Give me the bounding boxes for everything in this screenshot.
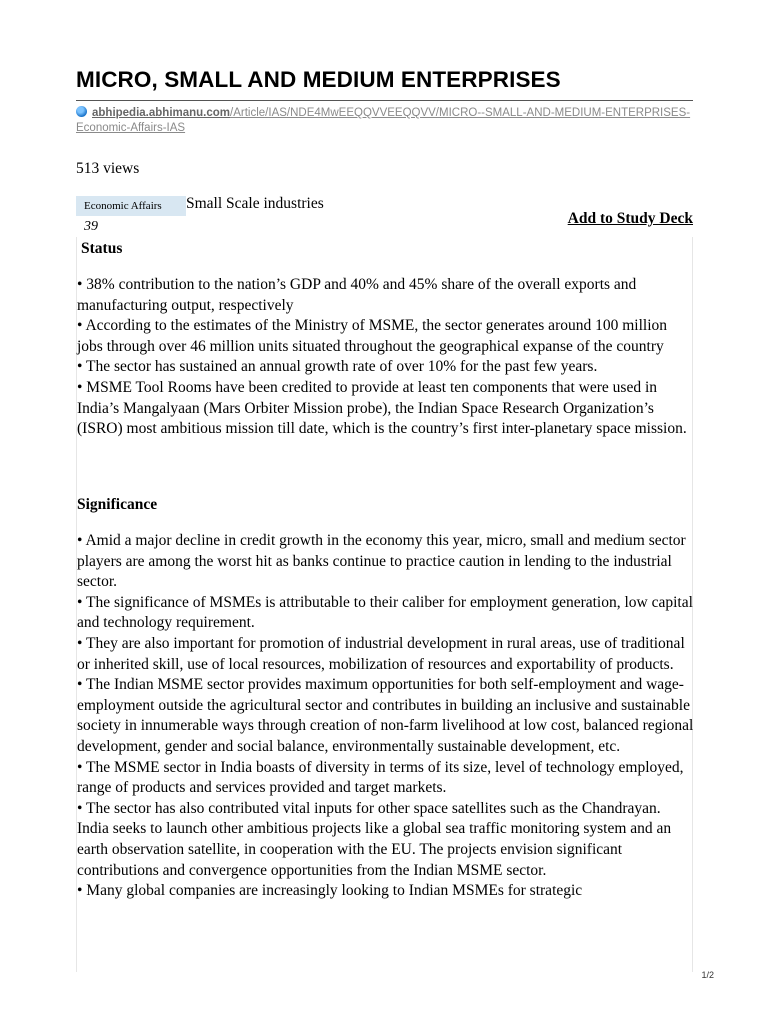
list-item: • The MSME sector in India boasts of diversity in terms of its size, level of technology employed, range of products and services provided and target markets. <box>77 758 684 797</box>
subcategory-label: Small Scale industries <box>186 195 324 212</box>
page-title: MICRO, SMALL AND MEDIUM ENTERPRISES <box>76 67 561 92</box>
add-to-study-deck-link[interactable]: Add to Study Deck <box>567 210 693 227</box>
globe-icon <box>76 106 87 117</box>
list-item: • The significance of MSMEs is attributable to their caliber for employment generation, low capital and technology requirement. <box>77 593 693 632</box>
list-item: • The sector has sustained an annual growth rate of over 10% for the past few years. <box>77 358 598 376</box>
status-list <box>77 275 695 440</box>
category-tag[interactable]: Economic Affairs <box>76 196 186 216</box>
source-link[interactable] <box>76 106 696 136</box>
list-item: • 38% contribution to the nation’s GDP and 40% and 45% share of the overall exports and manufacturing output, respectively <box>77 276 637 314</box>
list-item: • Many global companies are increasingly looking to Indian MSMEs for strategic <box>77 882 583 900</box>
list-item: • MSME Tool Rooms have been credited to provide at least ten components that were used in India’s Mangalyaan (Mars Orbiter Mission probe), the Indian Space Research Organization’s (ISRO) most ambitious mission till date, which is the country’s first inter-planetary space mission. <box>77 378 687 438</box>
view-count: 513 views <box>76 160 140 177</box>
title-divider <box>76 100 693 101</box>
list-item: • The sector has also contributed vital inputs for other space satellites such as the Chandrayan. India seeks to launch other ambitious projects like a global sea traffic monitoring system and an earth observation satellite, in cooperation with the EU. The projects envision significant contributions and convergence opportunities from the Indian MSME sector. <box>77 799 672 879</box>
source-domain[interactable]: abhipedia.abhimanu.com <box>92 107 231 119</box>
list-item: • According to the estimates of the Ministry of MSME, the sector generates around 100 million jobs through over 46 million units situated throughout the geographical expanse of the country <box>77 317 668 355</box>
list-item: • The Indian MSME sector provides maximum opportunities for both self-employment and wage-employment outside the agricultural sector and contributes in building an inclusive and sustainable society in innumerable ways through creation of non-farm livelihood at low cost, balanced regional development, gender and social balance, environmentally sustainable development, etc. <box>77 676 694 755</box>
list-item: • They are also important for promotion of industrial development in rural areas, use of traditional or inherited skill, use of local resources, mobilization of resources and exportability of products. <box>77 634 685 673</box>
significance-heading: Significance <box>77 496 158 513</box>
article-count: 39 <box>84 219 98 234</box>
page-number: 1/2 <box>701 970 714 980</box>
significance-list <box>77 531 695 902</box>
list-item: • Amid a major decline in credit growth in the economy this year, micro, small and medium sector players are among the worst hit as banks continue to practice caution in lending to the industrial sector. <box>77 532 686 591</box>
source-path[interactable]: /Article/IAS/NDE4MwEEQQVVEEQQVV/MICRO--SMALL-AND-MEDIUM-ENTERPRISES-Economic-Affairs-IAS <box>76 107 691 134</box>
status-heading: Status <box>81 240 123 257</box>
